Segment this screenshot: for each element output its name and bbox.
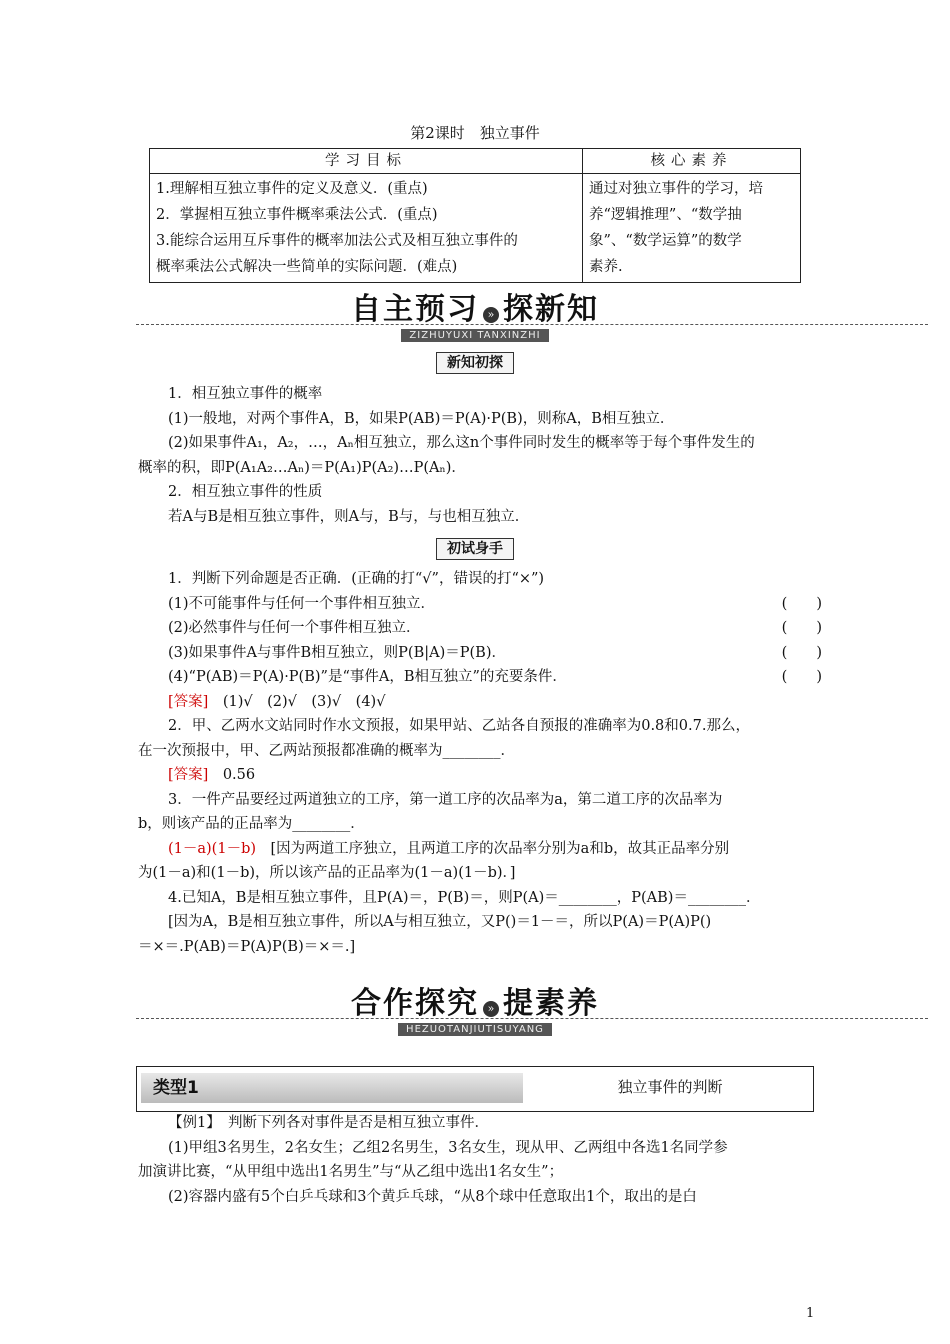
goal-line: 3.能综合运用互斥事件的概率加法公式及相互独立事件的 <box>156 233 518 249</box>
literacy-line: 素养. <box>589 259 623 275</box>
q1-item: (2)必然事件与任何一个事件相互独立． ( ) <box>138 616 822 641</box>
banner-sub: ZIZHUYUXI TANXINZHI <box>401 329 548 342</box>
q1-item: (3)如果事件A与事件B相互独立，则P(B|A)＝P(B)． ( ) <box>138 641 822 666</box>
banner-right: 提素养 <box>503 986 599 1021</box>
example-line: (1)甲组3名男生，2名女生；乙组2名男生，3名女生，现从甲、乙两组中各选1名同学参 <box>168 1139 728 1156</box>
type-title: 独立事件的判断 <box>617 1078 723 1096</box>
q2-answer: [答案] 0.56 <box>168 767 256 783</box>
text-line: (2)如果事件A₁，A₂，…，Aₙ相互独立，那么这n个事件同时发生的概率等于每个事件发生的 <box>168 435 755 451</box>
q4-line: ＝×＝.P(AB)＝P(A)P(B)＝×＝.] <box>138 938 356 955</box>
example-line: 【例1】 判断下列各对事件是否是相互独立事件． <box>168 1115 489 1131</box>
text-line: 概率的积，即P(A₁A₂…Aₙ)＝P(A₁)P(A₂)…P(Aₙ)． <box>138 459 466 476</box>
literacy-line: 通过对独立事件的学习，培 <box>589 181 763 197</box>
example-line: (2)容器内盛有5个白乒乓球和3个黄乒乓球，“从8个球中任意取出1个，取出的是白 <box>168 1188 697 1205</box>
section-banner-explore <box>0 978 950 1036</box>
type-label: 类型1 <box>141 1073 523 1103</box>
example-section <box>138 1111 822 1209</box>
example-line: 加演讲比赛，“从甲组中选出1名男生”与“从乙组中选出1名女生”； <box>138 1164 564 1180</box>
banner-left: 自主预习 <box>351 292 479 327</box>
literacy-header: 核心素养 <box>583 149 801 174</box>
text-line: 1．相互独立事件的概率 <box>168 386 323 402</box>
goal-line: 1.理解相互独立事件的定义及意义．(重点) <box>156 181 428 197</box>
answer-paren: ( ) <box>781 620 822 636</box>
q2-line: 2．甲、乙两水文站同时作水文预报，如果甲站、乙站各自预报的准确率为0.8和0.7.那么， <box>168 718 750 734</box>
goal-line: 2．掌握相互独立事件概率乘法公式．(重点) <box>156 207 438 223</box>
q1-item: (1)不可能事件与任何一个事件相互独立． ( ) <box>138 592 822 617</box>
q3-line: b，则该产品的正品率为________． <box>138 816 365 832</box>
text-line: 若A与B是相互独立事件，则A与，B与，与也相互独立． <box>168 508 530 525</box>
lesson-title: 第2课时 独立事件 <box>410 124 540 142</box>
q1-stem: 1．判断下列命题是否正确．(正确的打“√”，错误的打“×”) <box>168 571 545 587</box>
tag-first-try: 初试身手 <box>0 538 950 560</box>
q4-line: [因为A，B是相互独立事件，所以A与相互独立，又P()＝1－＝，所以P(A)＝P(A)P() <box>168 914 712 930</box>
knowledge-section <box>138 382 822 529</box>
goals-header: 学习目标 <box>150 149 583 174</box>
q2-line: 在一次预报中，甲、乙两站预报都准确的概率为________． <box>138 742 515 759</box>
goals-table <box>149 148 801 283</box>
q1-item: (4)“P(AB)＝P(A)·P(B)”是“事件A，B相互独立”的充要条件． ( ) <box>138 665 822 690</box>
answer-paren: ( ) <box>781 669 822 685</box>
exercise-section <box>138 567 822 959</box>
q3-answer: (1－a)(1－b) [因为两道工序独立，且两道工序的次品率分别为a和b，故其正品率分别 <box>168 840 730 857</box>
banner-right: 探新知 <box>503 292 599 327</box>
literacy-line: 象”、“数学运算”的数学 <box>589 233 742 249</box>
answer-paren: ( ) <box>781 644 822 661</box>
tag-new-knowledge: 新知初探 <box>0 352 950 374</box>
arrow-icon: » <box>483 307 499 323</box>
q1-answer: [答案] (1)√ (2)√ (3)√ (4)√ <box>168 693 386 710</box>
divider <box>136 324 928 325</box>
literacy-cell <box>583 174 801 283</box>
divider <box>136 1018 928 1019</box>
goals-cell <box>150 174 583 283</box>
arrow-icon: » <box>483 1001 499 1017</box>
text-line: (1)一般地，对两个事件A，B，如果P(AB)＝P(A)·P(B)，则称A，B相互独立． <box>168 410 675 427</box>
answer-paren: ( ) <box>781 595 822 612</box>
q3-line: 3．一件产品要经过两道独立的工序，第一道工序的次品率为a，第二道工序的次品率为 <box>168 791 723 808</box>
goal-line: 概率乘法公式解决一些简单的实际问题．(难点) <box>156 259 458 275</box>
banner-sub: HEZUOTANJIUTISUYANG <box>398 1023 552 1036</box>
page-number: 1 <box>806 1306 815 1321</box>
text-line: 2．相互独立事件的性质 <box>168 484 323 500</box>
literacy-line: 养“逻辑推理”、“数学抽 <box>589 207 742 223</box>
section-banner-preview <box>0 284 950 342</box>
q3-line: 为(1－a)和(1－b)，所以该产品的正品率为(1－a)(1－b)．] <box>138 865 516 881</box>
q4-line: 4.已知A，B是相互独立事件，且P(A)＝，P(B)＝，则P(A)＝________，P(AB)＝________． <box>168 889 761 906</box>
type-header-box <box>136 1066 814 1112</box>
banner-left: 合作探究 <box>351 986 479 1021</box>
